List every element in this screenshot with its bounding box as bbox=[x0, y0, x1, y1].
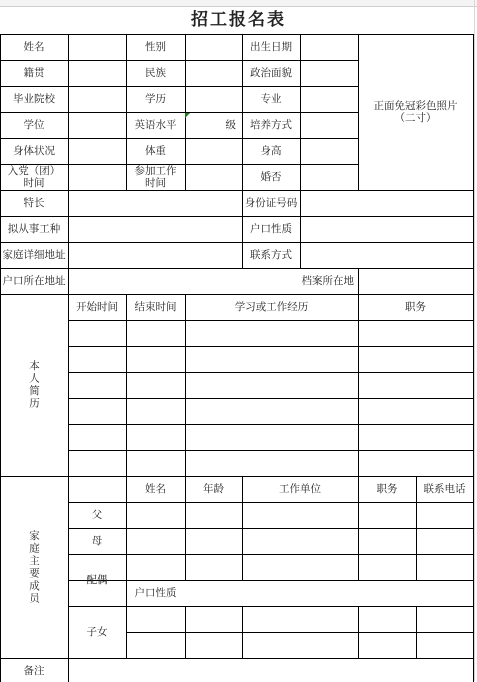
resume-header-position: 职务 bbox=[405, 301, 426, 313]
comment-marker-icon bbox=[185, 113, 190, 118]
label-name: 姓名 bbox=[23, 41, 45, 53]
input-health[interactable] bbox=[68, 138, 126, 164]
grid-vline bbox=[185, 294, 186, 477]
label-ethnicity: 民族 bbox=[145, 67, 166, 79]
input-specialty[interactable] bbox=[68, 190, 242, 216]
label-education: 学历 bbox=[145, 93, 166, 105]
grid-hline bbox=[126, 632, 474, 633]
grid-hline bbox=[68, 320, 474, 321]
input-major[interactable] bbox=[300, 86, 358, 112]
grid-hline bbox=[68, 554, 474, 555]
resume-header-end: 结束时间 bbox=[134, 301, 177, 313]
family-header-position: 职务 bbox=[376, 483, 398, 495]
input-birth-date[interactable] bbox=[300, 34, 358, 60]
family-mother-label: 母 bbox=[91, 535, 103, 547]
photo-area[interactable] bbox=[358, 34, 473, 190]
input-hukou-location[interactable] bbox=[68, 268, 242, 294]
grid-hline bbox=[68, 450, 474, 451]
input-weight[interactable] bbox=[185, 138, 242, 164]
label-health: 身体状况 bbox=[13, 145, 55, 157]
input-contact[interactable] bbox=[300, 242, 473, 268]
family-header-age: 年龄 bbox=[203, 483, 224, 495]
input-gender[interactable] bbox=[185, 34, 242, 60]
input-height[interactable] bbox=[300, 138, 358, 164]
label-id-number: 身份证号码 bbox=[244, 197, 298, 209]
photo-label-line1: 正面免冠彩色照片 bbox=[373, 100, 458, 112]
label-marital: 婚否 bbox=[260, 171, 282, 183]
label-hukou-location: 户口所在地址 bbox=[2, 275, 66, 287]
input-education[interactable] bbox=[185, 86, 242, 112]
label-native-place: 籍贯 bbox=[23, 67, 45, 79]
family-header-phone: 联系电话 bbox=[423, 483, 466, 495]
family-spouse-hukou-label: 户口性质 bbox=[134, 587, 177, 599]
input-degree[interactable] bbox=[68, 112, 126, 138]
input-job-type[interactable] bbox=[68, 216, 242, 242]
grid-vline bbox=[185, 606, 186, 659]
grid-hline bbox=[68, 424, 474, 425]
resume-header-start: 开始时间 bbox=[76, 301, 118, 313]
family-side-label: 家庭主要成员 bbox=[28, 529, 40, 605]
label-height: 身高 bbox=[260, 145, 282, 157]
label-contact: 联系方式 bbox=[250, 249, 292, 261]
input-school[interactable] bbox=[68, 86, 126, 112]
input-id-number[interactable] bbox=[300, 190, 473, 216]
family-header-unit: 工作单位 bbox=[279, 483, 321, 495]
label-training-mode: 培养方式 bbox=[250, 119, 292, 131]
label-degree: 学位 bbox=[23, 119, 45, 131]
label-major: 专业 bbox=[260, 93, 282, 105]
grid-vline bbox=[358, 294, 359, 477]
label-birth-date: 出生日期 bbox=[250, 41, 292, 53]
form-title: 招工报名表 bbox=[191, 10, 286, 30]
grid-hline bbox=[68, 346, 474, 347]
input-hukou-type[interactable] bbox=[300, 216, 473, 242]
sheet-gridline bbox=[474, 0, 475, 681]
grid-hline bbox=[68, 502, 474, 503]
input-ethnicity[interactable] bbox=[185, 60, 242, 86]
label-weight: 体重 bbox=[145, 145, 166, 157]
input-native-place[interactable] bbox=[68, 60, 126, 86]
grid-hline bbox=[68, 528, 474, 529]
label-political-status: 政治面貌 bbox=[250, 67, 292, 79]
grid-hline bbox=[68, 606, 474, 607]
english-level-unit[interactable]: 级 bbox=[225, 119, 236, 131]
grid-hline bbox=[68, 372, 474, 373]
input-address[interactable] bbox=[68, 242, 242, 268]
input-name[interactable] bbox=[68, 34, 126, 60]
resume-side-label: 本人简历 bbox=[28, 360, 40, 410]
grid-vline bbox=[358, 606, 359, 659]
label-job-type: 拟从事工种 bbox=[7, 223, 61, 235]
input-work-start-time[interactable] bbox=[185, 164, 242, 190]
label-archive-location: 档案所在地 bbox=[301, 275, 354, 287]
label-work-start-time: 参加工作时间 bbox=[134, 165, 177, 189]
grid-vline bbox=[126, 294, 127, 477]
input-party-time[interactable] bbox=[68, 164, 126, 190]
label-gender: 性别 bbox=[145, 41, 166, 53]
input-remarks[interactable] bbox=[68, 658, 473, 681]
family-spouse-label: 配偶 bbox=[86, 574, 108, 586]
grid-vline bbox=[126, 476, 127, 659]
family-father-label: 父 bbox=[91, 509, 103, 521]
label-party-time: 入党（团）时间 bbox=[7, 165, 61, 189]
label-specialty: 特长 bbox=[23, 197, 45, 209]
label-address: 家庭详细地址 bbox=[2, 249, 66, 261]
label-english-level: 英语水平 bbox=[134, 119, 177, 131]
photo-label-line2: （二寸） bbox=[394, 112, 437, 124]
input-political-status[interactable] bbox=[300, 60, 358, 86]
input-archive-location[interactable] bbox=[358, 268, 473, 294]
grid-vline bbox=[242, 606, 243, 659]
grid-hline bbox=[68, 398, 474, 399]
grid-vline bbox=[416, 606, 417, 659]
resume-header-experience: 学习或工作经历 bbox=[234, 301, 309, 313]
family-header-name: 姓名 bbox=[145, 483, 166, 495]
family-children-label: 子女 bbox=[86, 626, 108, 638]
input-marital[interactable] bbox=[300, 164, 358, 190]
input-training-mode[interactable] bbox=[300, 112, 358, 138]
label-hukou-type: 户口性质 bbox=[250, 223, 292, 235]
label-school: 毕业院校 bbox=[13, 93, 55, 105]
label-remarks: 备注 bbox=[23, 665, 45, 677]
